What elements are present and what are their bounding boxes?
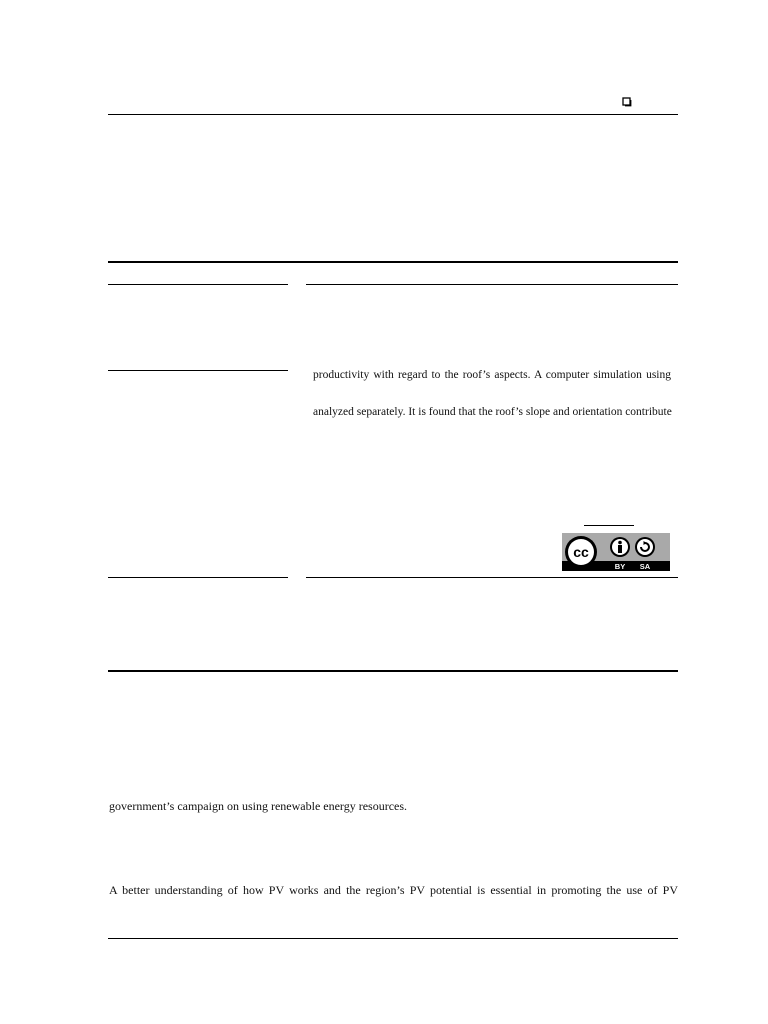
title-block-bottom-rule xyxy=(108,261,678,263)
cc-label: cc xyxy=(573,544,589,560)
article-info-top-rule xyxy=(108,284,288,285)
article-info-divider xyxy=(108,370,288,371)
front-matter-bottom-rule xyxy=(108,670,678,672)
creative-commons-icon xyxy=(565,536,597,568)
header-rule xyxy=(108,114,678,115)
article-info-bottom-rule xyxy=(108,577,288,578)
open-in-new-window-icon[interactable] xyxy=(622,97,632,107)
by-label: BY xyxy=(614,562,626,571)
attribution-person-icon xyxy=(610,537,630,557)
sa-label: SA xyxy=(639,562,651,571)
body-text-line-1: government’s campaign on using renewable energy resources. xyxy=(109,799,408,813)
abstract-line-2: analyzed separately. It is found that the roof’s slope and orientation contribute xyxy=(313,406,672,418)
abstract-top-rule xyxy=(306,284,678,285)
cc-by-sa-license-badge[interactable] xyxy=(562,533,670,571)
share-alike-icon xyxy=(635,537,655,557)
footer-rule xyxy=(108,938,678,939)
copyright-rule xyxy=(584,525,634,526)
abstract-line-1: productivity with regard to the roof’s aspects. A computer simulation using xyxy=(313,369,671,381)
body-text-line-2: A better understanding of how PV works and the region’s PV potential is essential in promoting the use of PV xyxy=(109,883,678,897)
abstract-bottom-rule xyxy=(306,577,678,578)
